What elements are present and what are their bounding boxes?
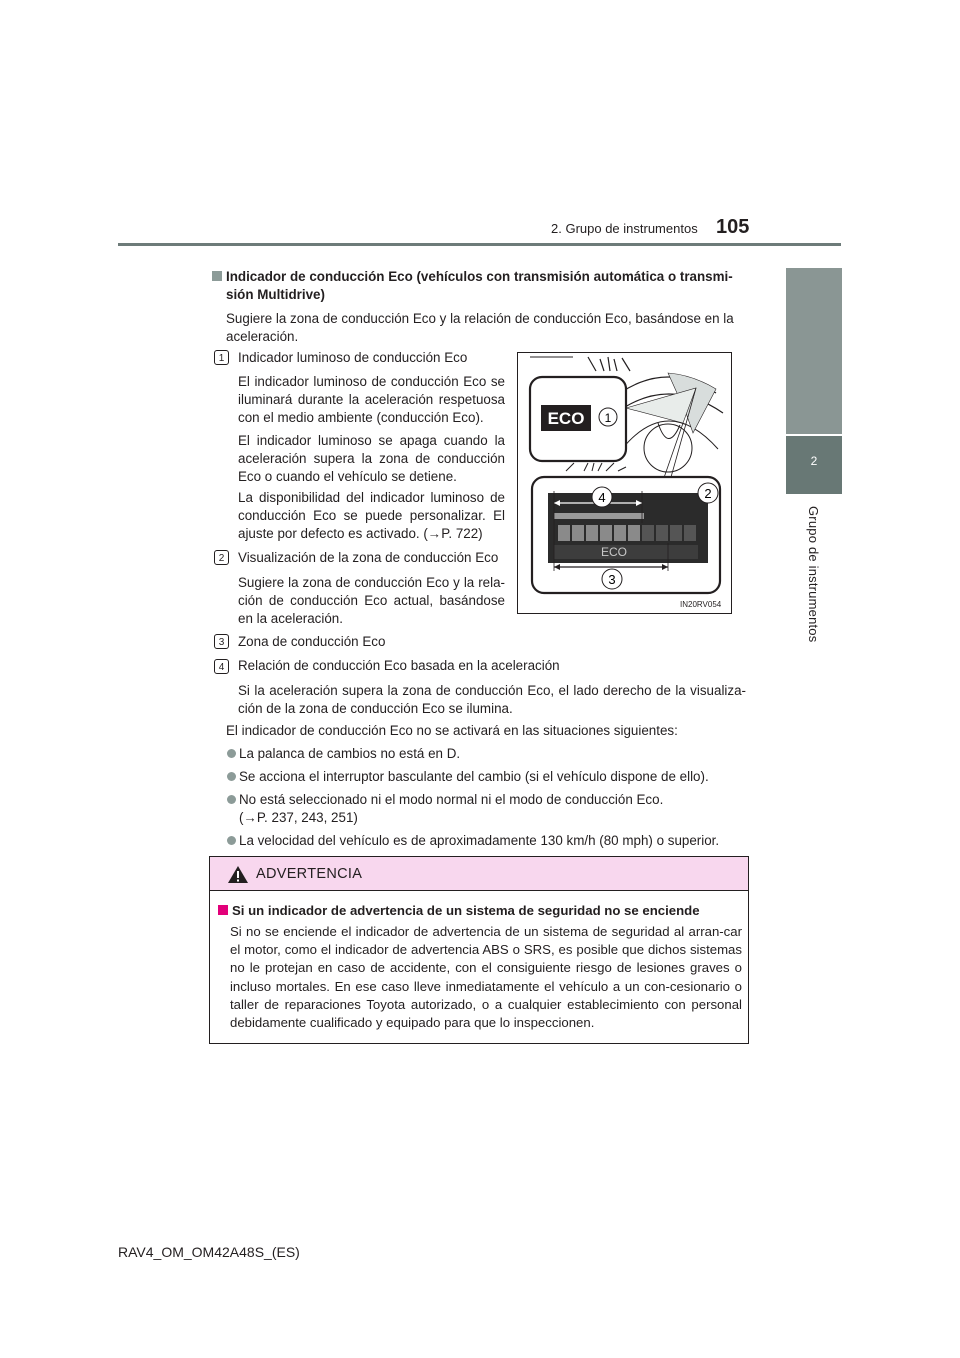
figure-callout-1: 1 [604,411,612,425]
warning-title: ADVERTENCIA [256,866,363,882]
warning-body: Si no se enciende el indicador de advertencia de un sistema de seguridad al arran-car el motor, como el indicador de advertencia ABS o SRS, es posible que dichos sistemas no le protejan en caso de accidente, con el consiguiente riesgo de lesiones graves o incluso mortales. En ese caso lleve inmediatamente el vehículo a un con-cesionario o taller de reparaciones Toyota autorizado, o a cualquier establecimiento con personal debidamente cualificado y equipado para que lo inspeccionen. [230,924,742,1031]
situation-bullet-3: No está seleccionado ni el modo normal ni el modo de conducción Eco. [239,792,664,807]
figure-callout-3: 3 [608,572,616,587]
bullet-dot-icon [227,772,236,781]
situation-bullet-4: La velocidad del vehículo es de aproximadamente 130 km/h (80 mph) o superior. [239,833,720,848]
warning-triangle-icon [227,865,249,884]
square-bullet-icon [212,271,222,281]
eco-bar-text: ECO [600,545,628,559]
dashboard-illustration [518,353,731,613]
situation-bullet-2: Se acciona el interruptor basculante del cambio (si el vehículo dispone de ello). [239,769,709,784]
section-heading-line1: Indicador de conducción Eco (vehículos con transmisión automática o transmi- [226,269,733,284]
warning-box [209,856,749,1044]
page-number: 105 [716,216,750,238]
item-2-paragraph-1: Sugiere la zona de conducción Eco y la rela-ción de conducción Eco actual, basándose en la aceleración. [238,575,505,626]
callout-number-4: 4 [214,659,229,674]
item-4-paragraph-1: Si la aceleración supera la zona de conducción Eco, el lado derecho de la visualiza-ción de la zona de conducción Eco se ilumina. [238,683,746,716]
side-tab-label: Grupo de instrumentos [806,506,821,643]
item-1-title: Indicador luminoso de conducción Eco [238,350,468,365]
situations-intro: El indicador de conducción Eco no se activará en las situaciones siguientes: [226,723,678,738]
eco-badge-text: ECO [547,409,585,428]
figure-code: IN20RV054 [680,600,722,609]
item-4-title: Relación de conducción Eco basada en la aceleración [238,658,560,673]
bullet-dot-icon [227,795,236,804]
eco-indicator-figure [517,352,732,614]
bullet-dot-icon [227,836,236,845]
item-3-title: Zona de conducción Eco [238,634,386,649]
callout-number-1: 1 [214,350,229,365]
side-tab-upper [786,268,842,434]
callout-number-2: 2 [214,550,229,565]
side-tab-number: 2 [810,454,818,468]
item-1-paragraph-2: El indicador luminoso se apaga cuando la aceleración supera la zona de conducción Eco o cuando el vehículo se detiene. [238,433,505,484]
situation-bullet-3-ref: (→P. 237, 243, 251) [239,810,358,825]
figure-callout-4: 4 [598,490,606,505]
warning-header [210,857,748,891]
section-heading [212,268,747,304]
item-1-paragraph-1: El indicador luminoso de conducción Eco se iluminará durante la aceleración respetuosa con el medio ambiente (conducción Eco). [238,374,505,425]
section-heading-line2: sión Multidrive) [226,287,325,302]
bullet-dot-icon [227,749,236,758]
square-bullet-icon [218,905,228,915]
figure-callout-2: 2 [704,486,712,501]
warning-heading [218,903,740,918]
situation-bullet-1: La palanca de cambios no está en D. [239,746,461,761]
callout-number-3: 3 [214,634,229,649]
item-2-title: Visualización de la zona de conducción Eco [238,550,499,565]
warning-heading-text: Si un indicador de advertencia de un sistema de seguridad no se enciende [232,903,700,918]
section-description: Sugiere la zona de conducción Eco y la relación de conducción Eco, basándose en la aceleración. [226,311,734,344]
header-rule [118,243,841,246]
footer-code: RAV4_OM_OM42A48S_(ES) [118,1244,300,1260]
chapter-title: 2. Grupo de instrumentos [551,221,698,236]
item-1-paragraph-3: La disponibilidad del indicador luminoso de conducción Eco se puede personalizar. El ajuste por defecto es activado. (→P. 722) [238,490,505,541]
